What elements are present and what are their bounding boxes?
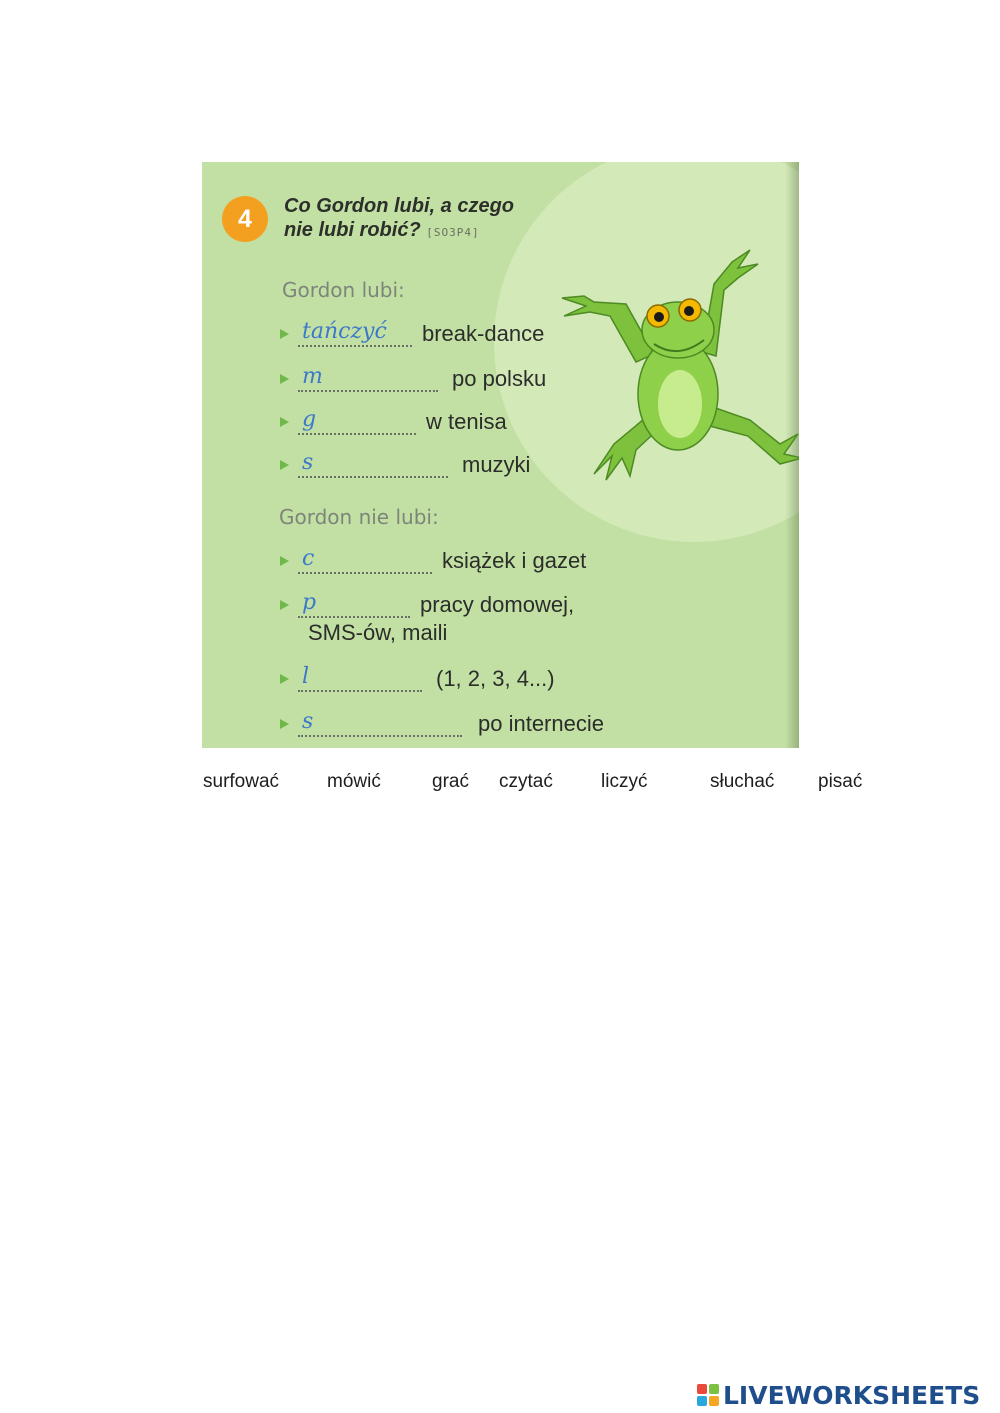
item-text: break-dance — [422, 321, 545, 346]
dislikes-item-1 — [280, 544, 586, 574]
bullet-arrow-icon — [280, 329, 289, 339]
word-bank-item[interactable]: liczyć — [601, 771, 648, 792]
answer-blank[interactable]: s — [298, 448, 448, 478]
item-text: po internecie — [478, 711, 604, 736]
item-continuation: SMS-ów, maili — [308, 620, 448, 645]
likes-item-1 — [280, 317, 544, 347]
liveworksheets-logo — [697, 1380, 980, 1410]
word-bank-item[interactable]: czytać — [499, 771, 553, 792]
answer-blank[interactable]: m — [298, 362, 438, 392]
item-text: w tenisa — [426, 409, 507, 434]
item-text: książek i gazet — [442, 548, 587, 573]
frog-illustration — [554, 244, 799, 484]
item-text: pracy domowej, — [420, 592, 575, 617]
likes-item-2 — [280, 362, 546, 392]
dislikes-heading: Gordon nie lubi: — [279, 505, 439, 529]
word-bank-item[interactable]: grać — [432, 771, 469, 792]
answer-blank[interactable]: c — [298, 544, 432, 574]
title-line-1: Co Gordon lubi, a czego — [284, 195, 514, 217]
exercise-code: [SO3P4] — [426, 226, 480, 239]
answer-blank[interactable]: g — [298, 405, 416, 435]
dislikes-item-3 — [280, 662, 555, 692]
bullet-arrow-icon — [280, 374, 289, 384]
answer-blank[interactable]: p — [298, 588, 410, 618]
item-text: (1, 2, 3, 4...) — [436, 666, 555, 691]
bullet-arrow-icon — [280, 556, 289, 566]
word-bank-item[interactable]: surfować — [203, 771, 280, 792]
word-bank-item[interactable]: słuchać — [710, 771, 775, 792]
logo-text: LIVEWORKSHEETS — [723, 1380, 981, 1410]
exercise-title — [284, 194, 584, 245]
exercise-panel — [202, 162, 799, 748]
exercise-number-badge: 4 — [222, 196, 268, 242]
word-bank — [0, 771, 1000, 795]
bullet-arrow-icon — [280, 719, 289, 729]
likes-item-3 — [280, 405, 507, 435]
answer-blank[interactable]: s — [298, 707, 462, 737]
item-text: po polsku — [452, 366, 547, 391]
answer-blank[interactable]: l — [298, 662, 422, 692]
bullet-arrow-icon — [280, 417, 289, 427]
likes-item-4 — [280, 448, 530, 478]
answer-blank[interactable]: tańczyć — [298, 317, 412, 347]
title-line-2: nie lubi robić? — [284, 219, 421, 241]
bullet-arrow-icon — [280, 674, 289, 684]
word-bank-item[interactable]: pisać — [818, 771, 863, 792]
logo-squares-icon — [697, 1384, 719, 1406]
likes-heading: Gordon lubi: — [282, 278, 405, 302]
dislikes-item-4 — [280, 707, 604, 737]
bullet-arrow-icon — [280, 600, 289, 610]
word-bank-item[interactable]: mówić — [327, 771, 381, 792]
dislikes-item-2 — [280, 588, 574, 618]
item-text: muzyki — [462, 452, 531, 477]
bullet-arrow-icon — [280, 460, 289, 470]
